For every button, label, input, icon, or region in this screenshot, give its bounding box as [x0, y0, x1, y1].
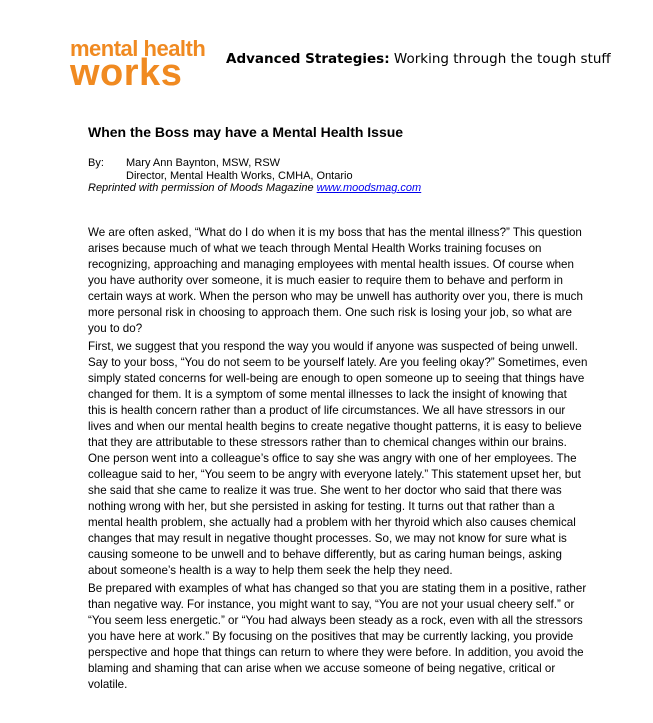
- reprint-notice: [88, 182, 421, 195]
- paragraph-1: We are often asked, “What do I do when it is my boss that has the mental illness?” This question arises because much of what we teach through Mental Health Works training focuses on recognizing, approaching and managing employees with mental health issues. Of course when you have authority over someone, it is much easier to require them to behave and perform in certain ways at work. When the person who may be unwell has authority over you, there is much more personal risk in choosing to approach them. One such risk is losing your job, so what are you to do?: [88, 226, 583, 335]
- mental-health-works-logo: [70, 36, 212, 94]
- header-tagline: [226, 51, 611, 67]
- paragraph-2: First, we suggest that you respond the way you would if anyone was suspected of being unwell. Say to your boss, “You do not seem to be yourself lately. Are you feeling okay?” Sometimes, even simply stated concerns for well-being are enough to open someone up to seeing that things have changed for them. It is a symptom of some mental illnesses to lack the insight of knowing that this is health concern rather than a product of life circumstances. We all have stressors in our lives and when our mental health begins to create negative thought patterns, it is easy to believe that they are attributable to these stressors rather than to chemical changes within our brains. One person went into a colleague’s office to say she was angry with one of her employees. The colleague said to her, “You seem to be angry with everyone lately.” This statement upset her, but she said that she came to realize it was true. She went to her doctor who said that there was nothing wrong with her, but she persisted in asking for testing. It turns out that rather than a mental health problem, she actually had a problem with her thyroid which also causes chemical changes that may result in negative thought processes. So, we may not know for sure what is causing someone to be unwell and to behave differently, but as caring human beings, asking about someone’s health is a way to help them seek the help they need.: [88, 340, 588, 577]
- reprint-text: Reprinted with permission of Moods Magazine: [88, 182, 317, 194]
- article-title: When the Boss may have a Mental Health Issue: [88, 124, 404, 140]
- byline: [88, 157, 421, 195]
- header-tagline-bold: Advanced Strategies:: [226, 51, 390, 67]
- byline-position-row: [88, 170, 421, 183]
- byline-author-row: [88, 157, 421, 170]
- by-label: By:: [88, 157, 104, 169]
- header-tagline-rest: Working through the tough stuff: [389, 51, 611, 67]
- paragraph-3: Be prepared with examples of what has changed so that you are stating them in a positive, rather than negative way. For instance, you might want to say, “You are not your usual cheery self.” or “You seem less energetic.” or “You had always been steady as a rock, even with all the stressors you have here at work.” By focusing on the positives that may be currently lacking, you provide perspective and hope that things can return to where they were before. In addition, you avoid the blaming and shaming that can arise when we accuse someone of being negative, critical or volatile.: [88, 582, 587, 691]
- logo-line-1: mental health: [70, 36, 206, 61]
- logo-line-2: works: [70, 52, 183, 94]
- author-position: Director, Mental Health Works, CMHA, Ontario: [126, 169, 353, 182]
- author-name: Mary Ann Baynton, MSW, RSW: [126, 157, 281, 169]
- moodsmag-link[interactable]: www.moodsmag.com: [316, 182, 422, 194]
